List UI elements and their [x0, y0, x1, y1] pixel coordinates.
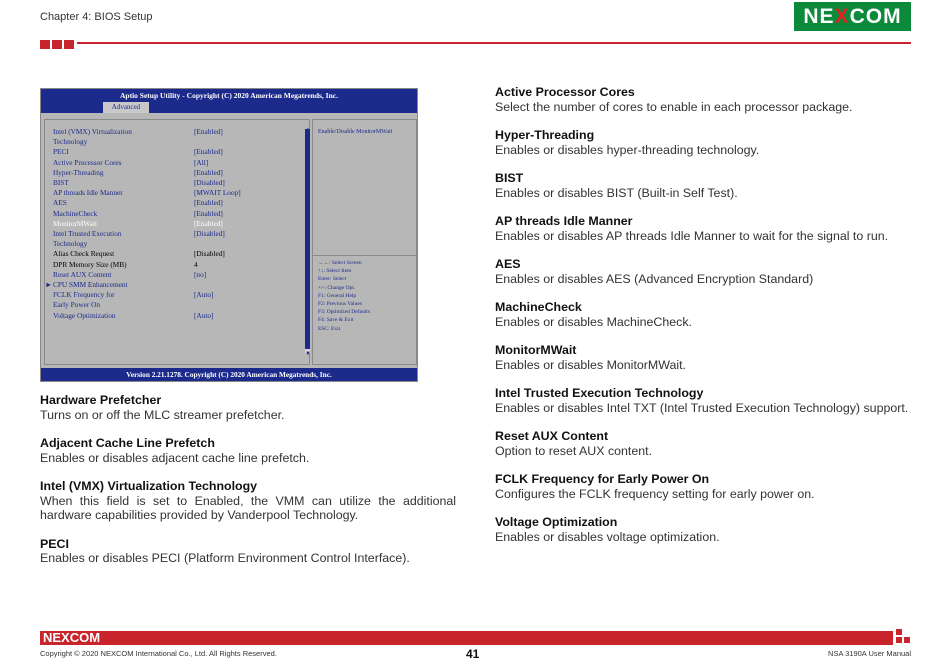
desc-heading: Reset AUX Content	[495, 429, 609, 443]
bios-key-legend	[318, 259, 370, 333]
bios-key-hint: F1: General Help	[318, 292, 357, 299]
bios-setting-label: BIST	[53, 178, 69, 187]
bios-setting-value: [Enabled]	[194, 218, 223, 228]
bios-setting-value: [All]	[194, 157, 209, 167]
bios-setting-label: Intel (VMX) Virtualization	[53, 127, 132, 136]
bios-setting-label: AP threads Idle Manner	[53, 188, 123, 198]
bios-setting-label: MachineCheck	[53, 208, 98, 218]
desc-heading: Voltage Optimization	[495, 515, 618, 529]
desc-item	[40, 436, 456, 465]
page-number: 41	[466, 647, 480, 661]
desc-item	[495, 515, 911, 544]
desc-item	[495, 429, 911, 458]
desc-item	[40, 479, 456, 523]
bios-setting-value: [Enabled]	[194, 198, 223, 208]
desc-heading: Hardware Prefetcher	[40, 393, 162, 407]
desc-text: Enables or disables PECI (Platform Environment Control Interface).	[40, 551, 410, 565]
desc-item	[40, 393, 456, 422]
desc-heading: Adjacent Cache Line Prefetch	[40, 436, 215, 450]
bios-setting-value: [MWAIT Loop]	[194, 188, 241, 198]
bios-setting-value: 4	[194, 259, 198, 269]
desc-item	[495, 343, 911, 372]
bios-tab-row	[41, 102, 417, 113]
bios-setting-label: Technology	[53, 137, 88, 147]
bios-key-hint: Enter: Select	[318, 276, 347, 283]
desc-heading: PECI	[40, 536, 69, 551]
desc-item	[495, 300, 911, 329]
desc-heading: MonitorMWait	[495, 343, 577, 357]
bios-key-hint: →←: Select Screen	[318, 260, 362, 266]
bios-key-hint: ↑↓: Select Item	[318, 268, 352, 275]
desc-text: Configures the FCLK frequency setting for early power on.	[495, 486, 815, 501]
bios-setting-value: [Auto]	[194, 310, 214, 320]
bios-setting-label: Reset AUX Content	[53, 269, 112, 279]
bios-setting-label: Intel Trusted Execution	[53, 229, 122, 238]
desc-item	[40, 537, 456, 566]
desc-item	[495, 386, 911, 415]
footer-logo: NEXCOM	[40, 631, 103, 645]
chapter-title: Chapter 4: BIOS Setup	[40, 11, 153, 23]
bios-setting-label: Hyper-Threading	[53, 167, 104, 177]
desc-heading: BIST	[495, 171, 524, 185]
bios-scrollbar	[305, 129, 310, 353]
logo-text: NEXCOM	[803, 4, 902, 28]
desc-item	[495, 128, 911, 157]
bios-setting-value: [Enabled]	[194, 167, 223, 177]
header-rule	[77, 42, 911, 44]
desc-heading: Intel (VMX) Virtualization Technology	[40, 479, 258, 493]
desc-item	[495, 472, 911, 501]
bios-setting-value: [Enabled]	[194, 208, 223, 218]
bios-setting-value: [Disabled]	[194, 249, 225, 259]
bios-title-bar: Aptio Setup Utility - Copyright (C) 2020 American Megatrends, Inc.	[41, 89, 417, 102]
desc-text: Turns on or off the MLC streamer prefetcher.	[40, 407, 285, 422]
bios-setting-value: [Disabled]	[194, 229, 225, 238]
bios-key-hint: F4: Save & Exit	[318, 317, 354, 324]
bios-setting-label: CPU SMM Enhancement	[53, 280, 128, 289]
bios-key-hint: +/-: Change Opt.	[318, 284, 356, 291]
scroll-down-icon: ▼	[305, 351, 311, 357]
desc-text: Enables or disables adjacent cache line prefetch.	[40, 450, 310, 465]
desc-heading: AP threads Idle Manner	[495, 214, 633, 228]
desc-item	[495, 214, 911, 243]
desc-heading: Hyper-Threading	[495, 128, 595, 142]
desc-text: Enables or disables MachineCheck.	[495, 314, 692, 329]
bios-key-hint: F2: Previous Values	[318, 301, 362, 308]
desc-heading: AES	[495, 257, 521, 271]
desc-text: Enables or disables voltage optimization.	[495, 529, 720, 544]
nexcom-logo	[794, 2, 911, 31]
footer-bar	[40, 631, 893, 645]
bios-setting-label: Active Processor Cores	[53, 157, 122, 167]
left-descriptions	[40, 393, 456, 566]
bios-setting-label: Alias Check Request	[53, 249, 115, 259]
desc-text: Option to reset AUX content.	[495, 443, 653, 458]
bios-version-bar: Version 2.21.1278. Copyright (C) 2020 American Megatrends, Inc.	[41, 368, 417, 381]
desc-text: Enables or disables AP threads Idle Manner to wait for the signal to run.	[495, 228, 889, 243]
footer-squares	[896, 629, 911, 645]
bios-setting-label: Technology	[53, 239, 88, 249]
bios-setting-label: Early Power On	[53, 300, 101, 310]
desc-text: When this field is set to Enabled, the VMM can utilize the additional hardware capabilities provided by Vanderpool Technology.	[40, 493, 456, 522]
desc-text: Enables or disables MonitorMWait.	[495, 357, 686, 372]
right-descriptions	[495, 85, 911, 558]
desc-heading: Active Processor Cores	[495, 85, 635, 99]
bios-setting-value: [Enabled]	[194, 147, 223, 157]
manual-name: NSA 3190A User Manual	[828, 649, 911, 658]
desc-text: Enables or disables hyper-threading technology.	[495, 142, 760, 157]
desc-heading: MachineCheck	[495, 300, 582, 314]
bios-setting-label: DPR Memory Size (MB)	[53, 259, 127, 269]
bios-setting-label: AES	[53, 198, 67, 208]
bios-setting-label: MonitorMWait	[53, 218, 98, 228]
bios-setting-value: [Auto]	[194, 290, 214, 300]
bios-setting-value: [Enabled]	[194, 127, 223, 136]
desc-text: Enables or disables AES (Advanced Encryption Standard)	[495, 271, 814, 286]
bios-setting-label: Voltage Optimization	[53, 310, 116, 320]
desc-item	[495, 85, 911, 114]
bios-screenshot	[40, 88, 418, 382]
header-blocks	[40, 40, 74, 49]
desc-item	[495, 257, 911, 286]
bios-setting-label: PECI	[53, 147, 69, 157]
bios-setting-value: [Disabled]	[194, 178, 225, 187]
bios-setting-label: FCLK Frequency for	[53, 290, 115, 300]
footer-copyright: Copyright © 2020 NEXCOM International Co., Ltd. All Rights Reserved.	[40, 649, 277, 658]
desc-text: Enables or disables BIST (Built-in Self Test).	[495, 185, 738, 200]
desc-heading: FCLK Frequency for Early Power On	[495, 472, 710, 486]
bios-tab-advanced: Advanced	[103, 102, 149, 113]
desc-text: Enables or disables Intel TXT (Intel Trusted Execution Technology) support.	[495, 400, 909, 415]
desc-item	[495, 171, 911, 200]
submenu-arrow-icon: ►	[45, 280, 53, 289]
bios-help-text: Enable/Disable MonitorMWait	[318, 129, 393, 135]
desc-text: Select the number of cores to enable in each processor package.	[495, 99, 853, 114]
bios-key-hint: F3: Optimized Defaults	[318, 309, 370, 316]
desc-heading: Intel Trusted Execution Technology	[495, 386, 704, 400]
bios-setting-value: [no]	[194, 269, 207, 279]
bios-key-hint: ESC: Exit	[318, 325, 341, 332]
